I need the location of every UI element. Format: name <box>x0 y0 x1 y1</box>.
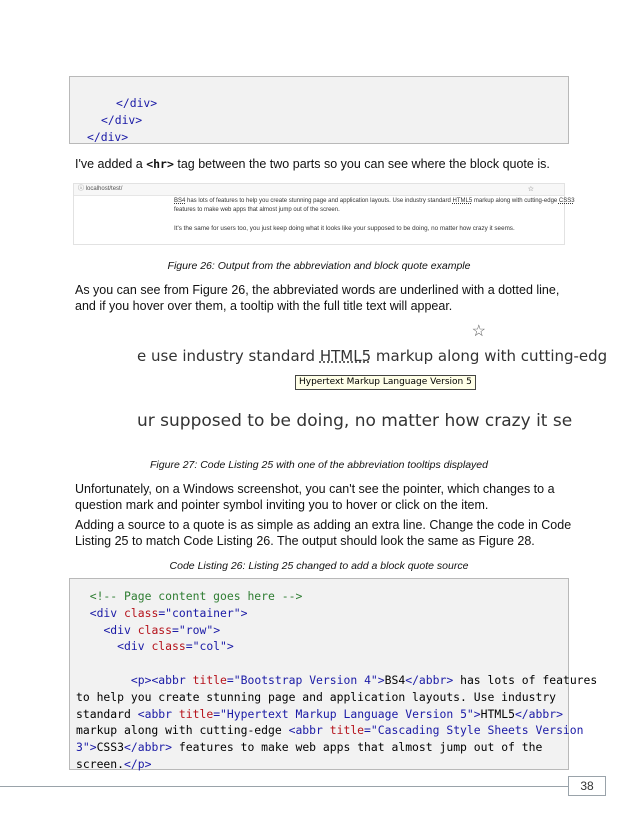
figure-27-screenshot <box>137 317 608 442</box>
text: I've added a <box>75 157 147 171</box>
code-tag: = <box>172 622 179 637</box>
code-line <box>76 723 584 737</box>
code-attr: class <box>137 622 173 637</box>
code-line <box>76 673 597 687</box>
code-line <box>76 740 542 754</box>
code-tag: <p> <box>130 672 152 687</box>
code-tag: > <box>377 672 385 687</box>
code-text: markup along with cutting-edge <box>76 723 289 738</box>
code-tag: > <box>240 605 248 620</box>
code-tag: </p> <box>124 756 152 771</box>
code-tag: <abbr <box>137 706 179 721</box>
code-string: "row" <box>178 622 214 637</box>
code-comment: <!-- Page content goes here --> <box>89 589 303 603</box>
abbr-css3: CSS3 <box>558 198 575 204</box>
code-text: CSS3 <box>96 740 125 755</box>
star-icon: ☆ <box>527 186 534 193</box>
paragraph <box>75 157 575 173</box>
code-line: </div> <box>101 112 143 127</box>
code-string: "Bootstrap Version 4" <box>233 672 378 687</box>
code-string: 3" <box>76 740 90 755</box>
code-line <box>76 639 234 653</box>
figure-26-screenshot <box>73 183 575 245</box>
figure-text-line <box>174 198 575 204</box>
tooltip: Hypertext Markup Language Version 5 <box>295 375 476 390</box>
code-tag: > <box>473 706 481 721</box>
code-text: HTML5 <box>480 706 515 721</box>
code-attr: class <box>151 639 186 654</box>
code-block <box>87 95 157 145</box>
code-tag: > <box>226 639 234 654</box>
inline-code: <hr> <box>146 157 174 171</box>
code-listing-top <box>69 76 569 144</box>
code-text: BS4 <box>384 672 406 687</box>
footer-rule <box>0 786 568 787</box>
code-line <box>76 606 247 620</box>
figure-text-line: ur supposed to be doing, no matter how crazy it se <box>137 411 573 431</box>
code-tag: </abbr> <box>124 740 173 755</box>
text: e use industry standard <box>137 347 320 365</box>
code-string: "col" <box>192 639 227 654</box>
star-icon: ☆ <box>471 323 486 340</box>
code-attr: title <box>178 706 214 721</box>
figure-text-line: features to make web apps that almost jump out of the screen. <box>174 207 340 213</box>
url-text: localhost/test/ <box>85 186 123 192</box>
paragraph: As you can see from Figure 26, the abbreviated words are underlined with a dotted line, and if you hover over them, a tooltip with the full title text will appear. <box>75 283 560 313</box>
code-string: "container" <box>165 605 241 620</box>
code-tag: = <box>158 605 166 620</box>
code-text: screen. <box>76 756 125 771</box>
code-line <box>76 623 220 637</box>
code-tag: = <box>213 706 221 721</box>
code-tag: </abbr> <box>405 672 454 687</box>
paragraph: Unfortunately, on a Windows screenshot, you can't see the pointer, which changes to a question mark and pointer symbol inviting you to hover or click on the item. <box>75 482 555 512</box>
figure-27-caption: Figure 27: Code Listing 25 with one of the abbreviation tooltips displayed <box>150 459 488 471</box>
code-line <box>76 589 302 603</box>
figure-quote: It's the same for users too, you just keep doing what it looks like your supposed to be doing, no matter how crazy it seems. <box>174 225 515 232</box>
code-tag: </abbr> <box>514 706 563 721</box>
code-tag: > <box>89 740 97 755</box>
code-tag: = <box>226 672 234 687</box>
code-string: "Hypertext Markup Language Version 5" <box>220 706 474 721</box>
code-attr: class <box>124 605 159 620</box>
code-line <box>76 757 151 771</box>
code-block <box>76 588 597 773</box>
figure-26-caption: Figure 26: Output from the abbreviation and block quote example <box>167 260 471 272</box>
code-text: features to make web apps that almost jump out of the <box>172 740 543 755</box>
text: markup along with cutting-edg <box>371 347 608 365</box>
abbr-bs4: BS4 <box>174 198 186 204</box>
paragraph: Adding a source to a quote is as simple as adding an extra line. Change the code in Code Listing 25 to match Code Listing 26. The output should look the same as Figure 28. <box>75 518 572 548</box>
code-text: standard <box>76 706 138 721</box>
code-tag: = <box>364 723 371 738</box>
abbr-html5: HTML5 <box>452 198 473 204</box>
page-number: 38 <box>568 776 606 796</box>
code-tag: <div <box>89 605 125 620</box>
info-icon: ⓘ <box>78 186 85 192</box>
code-listing-26 <box>69 578 598 771</box>
text: has lots of features to help you create stunning page and application layouts. Use industry standard <box>185 198 453 204</box>
code-attr: title <box>329 723 365 738</box>
code-tag: <div <box>103 622 138 637</box>
code-tag: <div <box>117 639 152 654</box>
abbr-html5: HTML5 <box>319 347 372 365</box>
code-tag: > <box>213 622 221 637</box>
text: tag between the two parts so you can see where the block quote is. <box>173 157 550 171</box>
listing-26-caption: Code Listing 26: Listing 25 changed to add a block quote source <box>169 560 469 572</box>
code-attr: title <box>192 672 227 687</box>
code-line: </div> <box>116 96 158 110</box>
code-line <box>76 707 563 721</box>
code-tag: = <box>185 639 193 654</box>
figure-text-line <box>137 347 607 365</box>
code-tag: <abbr <box>151 672 193 687</box>
code-line: </div> <box>87 129 129 144</box>
code-line: to help you create stunning page and application layouts. Use industry <box>76 689 557 704</box>
browser-address-bar <box>74 184 564 196</box>
code-string: "Cascading Style Sheets Version <box>370 723 584 738</box>
text: markup along with cutting-edge <box>472 198 559 204</box>
code-text: has lots of features <box>453 672 598 687</box>
code-tag: <abbr <box>288 723 330 738</box>
